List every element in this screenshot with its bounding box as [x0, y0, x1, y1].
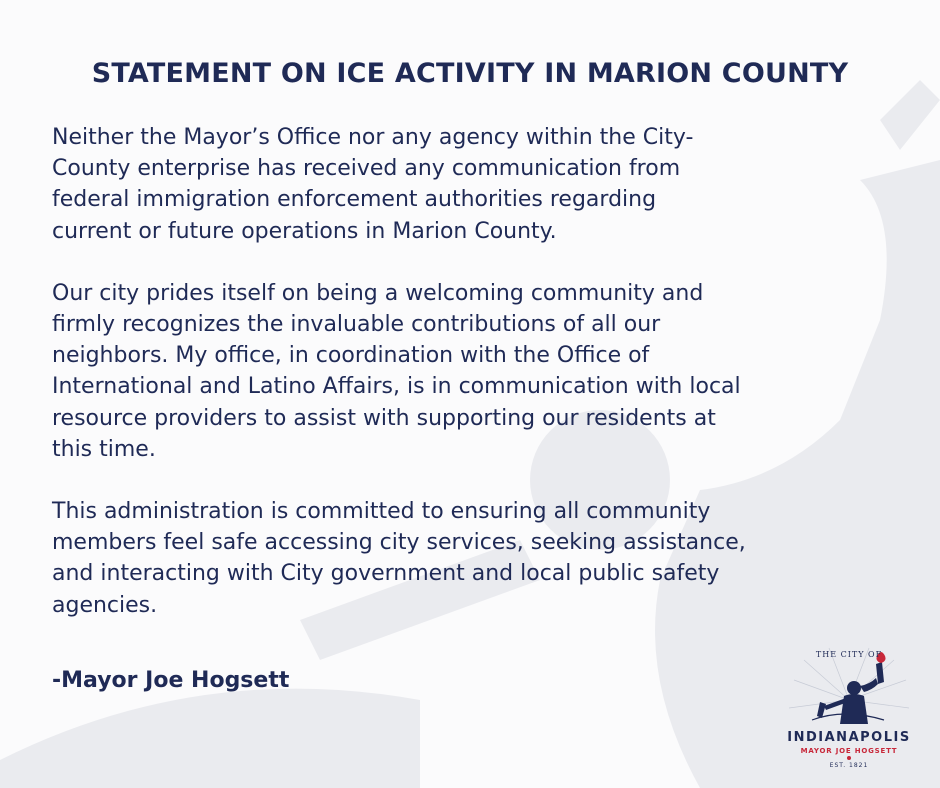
logo-established: EST. 1821: [829, 762, 869, 769]
statement-body: [52, 122, 902, 652]
page-title: STATEMENT ON ICE ACTIVITY IN MARION COUNTY: [91, 58, 849, 89]
city-logo: [784, 640, 914, 775]
paragraph-2: Our city prides itself on being a welcoming community and firmly recognizes the invaluable contributions of all our neighbors. My office, in coordination with the Office of International and Latino Affairs, is in communication with local resource providers to assist with supporting our residents at this time.: [52, 280, 741, 462]
logo-top-text: THE CITY OF: [815, 650, 883, 659]
signature: -Mayor Joe Hogsett: [52, 668, 290, 693]
paragraph-3: This administration is committed to ensuring all community members feel safe accessing city services, seeking assistance, and interacting with City government and local public safety agencies.: [52, 499, 746, 618]
logo-city-name: INDIANAPOLIS: [787, 730, 911, 745]
paragraph-1: Neither the Mayor’s Office nor any agency within the City- County enterprise has received any communication from federal immigration enforcement authorities regarding current or future operations in Marion County.: [52, 125, 694, 244]
logo-mayor-name: MAYOR JOE HOGSETT: [800, 747, 898, 755]
